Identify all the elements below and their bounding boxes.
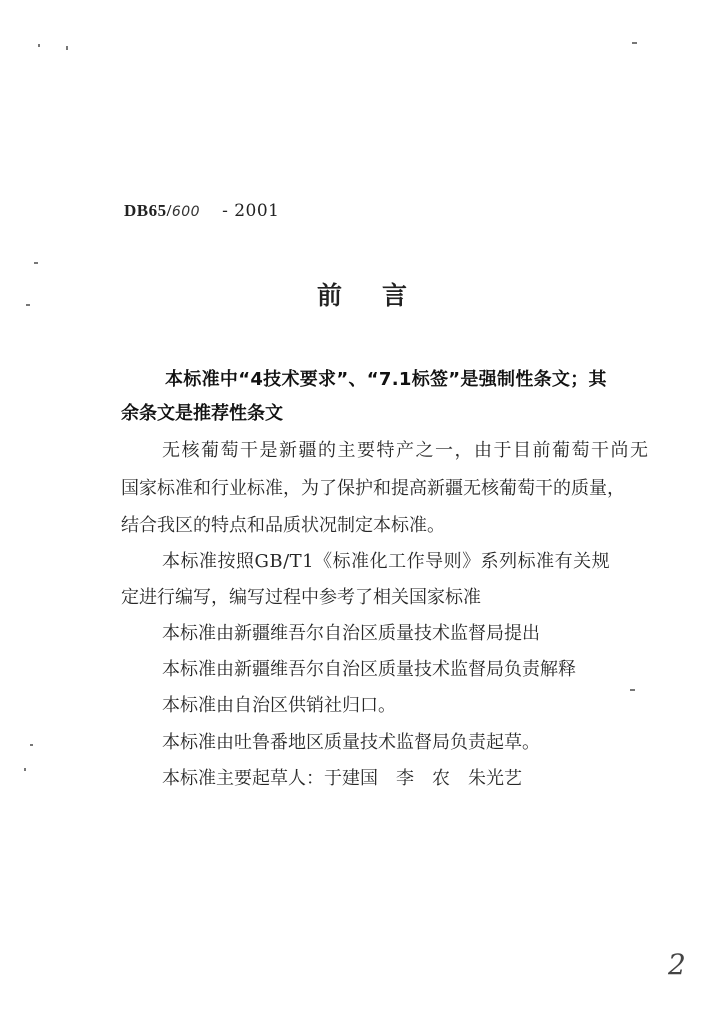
standard-number	[124, 201, 280, 221]
paragraph-line: 结合我区的特点和品质状况制定本标准。	[121, 515, 445, 536]
scan-speck	[630, 689, 635, 691]
scan-speck	[632, 42, 637, 44]
paragraph-line: 余条文是推荐性条文	[121, 403, 283, 424]
paragraph-line: 本标准由自治区供销社归口。	[162, 695, 396, 716]
paragraph-line: 定进行编写，编写过程中参考了相关国家标准	[121, 587, 481, 608]
paragraph-line: 本标准按照GB/T1《标准化工作导则》系列标准有关规	[162, 551, 611, 572]
paragraph-line: 本标准由新疆维吾尔自治区质量技术监督局提出	[162, 623, 540, 644]
scan-speck	[66, 46, 68, 50]
scan-speck	[24, 768, 26, 771]
paragraph-line: 本标准由新疆维吾尔自治区质量技术监督局负责解释	[162, 659, 576, 680]
standard-year: - 2001	[222, 201, 280, 221]
paragraph-line: 无核葡萄干是新疆的主要特产之一，由于目前葡萄干尚无	[162, 440, 650, 461]
paragraph-line: 本标准中“4技术要求”、“7.1标签”是强制性条文；其	[165, 369, 607, 390]
paragraph-line: 本标准由吐鲁番地区质量技术监督局负责起草。	[162, 732, 540, 753]
scan-speck	[30, 744, 33, 746]
scan-speck	[26, 304, 30, 306]
scan-speck	[34, 262, 38, 264]
scan-speck	[38, 44, 40, 47]
page-title: 前言	[316, 281, 447, 310]
paragraph-line: 国家标准和行业标准，为了保护和提高新疆无核葡萄干的质量，	[121, 478, 625, 499]
paragraph-line: 本标准主要起草人：于建国 李 农 朱光艺	[162, 768, 522, 789]
standard-code: DB65/	[124, 201, 172, 220]
standard-serial-handwritten: 600	[171, 204, 201, 220]
page-number: 2	[668, 948, 686, 981]
